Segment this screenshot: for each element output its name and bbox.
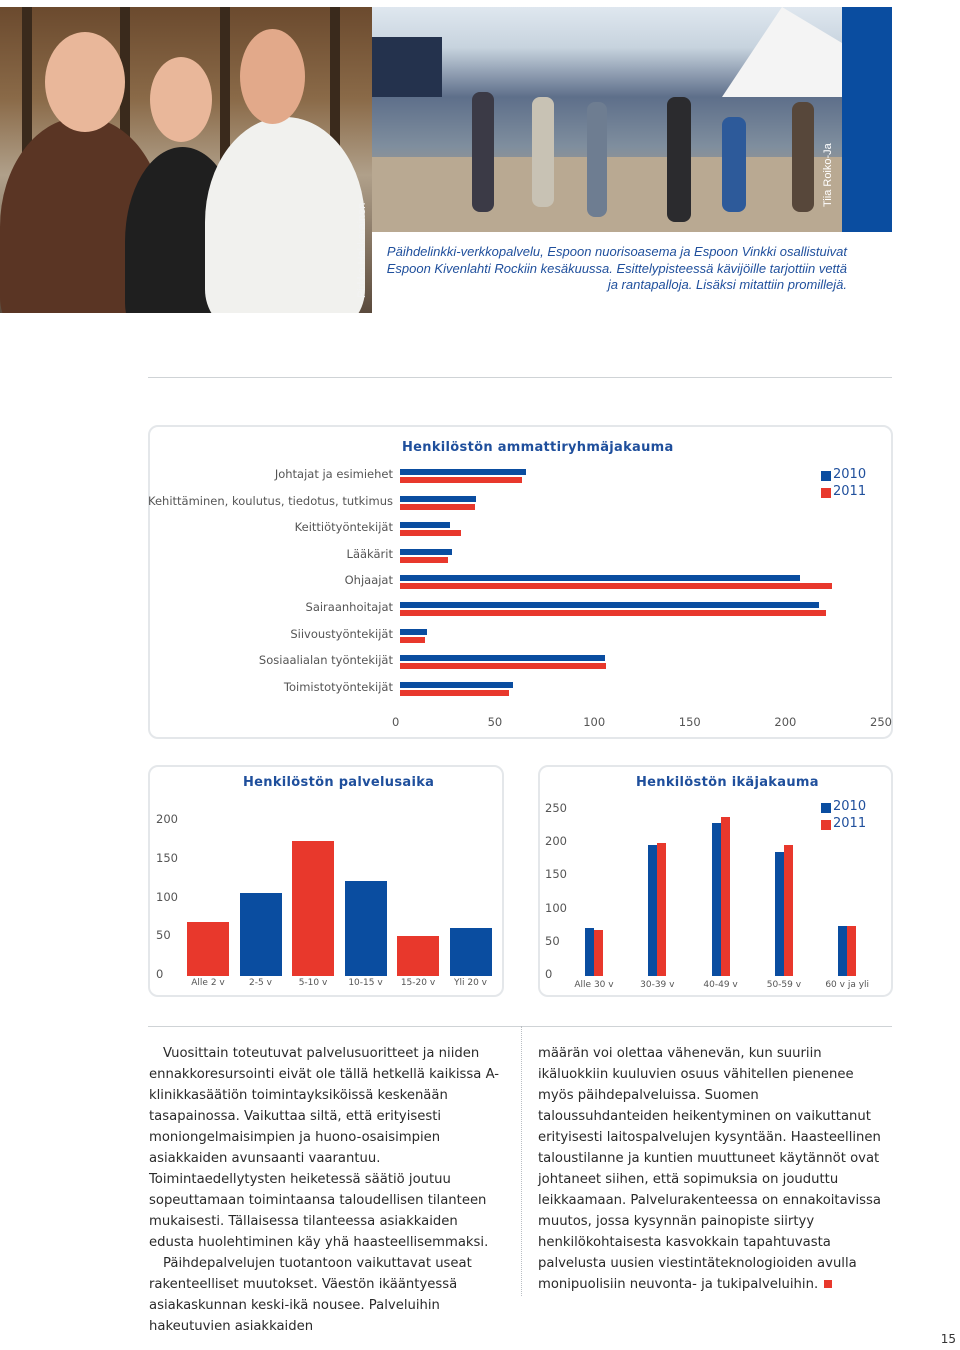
category-label: Siivoustyöntekijät: [290, 626, 393, 641]
bar-2011: [400, 530, 461, 536]
bar-2010: [400, 602, 819, 608]
bar-2011: [784, 845, 793, 976]
chart-panel-occupations: [148, 425, 893, 739]
bar-2011: [400, 477, 522, 483]
bar-2010: [400, 629, 427, 635]
blue-accent-strip: [842, 7, 892, 232]
body-column-right: [538, 1043, 892, 1295]
legend-label-2011: 2011: [833, 484, 867, 499]
bar-2010: [838, 926, 847, 976]
x-tick-label: 250: [870, 715, 892, 729]
bar: [345, 881, 387, 976]
bar: [240, 893, 282, 976]
x-tick-label: 50: [487, 715, 503, 729]
y-tick-label: 0: [545, 967, 553, 981]
x-tick-label: 150: [678, 715, 701, 729]
bar: [450, 928, 492, 976]
bar-2010: [400, 549, 452, 555]
y-tick-label: 50: [156, 928, 171, 943]
bar-2010: [585, 928, 594, 976]
bar-2011: [400, 637, 425, 643]
x-tick-label: 15-20 v: [400, 978, 436, 988]
bar-2010: [400, 496, 476, 502]
y-tick-label: 200: [156, 812, 178, 826]
paragraph: Päihdepalvelujen tuotantoon vaikuttavat useat rakenteelliset muutokset. Väestön ikääntyessä asiakaskunnan keski-ikä nousee. Palveluihin hakeutuvien asiakkaiden: [149, 1256, 472, 1334]
divider: [148, 377, 892, 378]
legend-swatch-2010: [821, 803, 831, 813]
y-tick-label: 200: [545, 834, 567, 849]
body-column-left: [149, 1043, 503, 1337]
bar: [397, 936, 439, 976]
bar-2011: [400, 610, 826, 616]
category-label: Toimistotyöntekijät: [283, 679, 393, 694]
x-tick-label: 0: [392, 715, 400, 729]
photo-festival: [372, 7, 842, 232]
bar-2011: [400, 504, 475, 510]
bar-2010: [400, 655, 605, 661]
x-tick-label: Alle 30 v: [574, 980, 614, 990]
x-tick-label: 10-15 v: [348, 978, 383, 988]
x-tick-label: 5-10 v: [298, 978, 328, 988]
chart-title: Henkilöstön palvelusaika: [243, 775, 435, 790]
bar-2010: [712, 823, 721, 976]
y-tick-label: 50: [545, 933, 560, 948]
y-tick-label: 0: [156, 967, 164, 981]
bar-2010: [400, 522, 450, 528]
category-label: Keittiötyöntekijät: [294, 520, 393, 535]
bar-2010: [775, 852, 784, 976]
legend-swatch-2011: [821, 488, 831, 498]
paragraph: Vuosittain toteutuvat palvelusuoritteet ja niiden ennakkoresursointi eivät ole tällä hetkellä kaikissa A-klinikkasäätiön toimintayksiköissä keskenään tasapainossa. Vaikuttaa siltä, että erityisesti moniongelmaisimpien ja huono-osaisimpien asiakkaiden avunsaanti vaarantuu. Toimintaedellytysten heiketessä säätiö joutuu sopeuttamaan toimintaansa taloudellisen tilanteen mukaisesti. Tällaisessa tilanteessa asiakkaiden edusta huolehtiminen käy yhä haasteellisemmaksi.: [149, 1046, 500, 1250]
y-tick-label: 100: [156, 889, 178, 904]
bar-2011: [400, 690, 509, 696]
paragraph: määrän voi olettaa vähenevän, kun suuriin ikäluokkiin kuuluvien osuus vähitellen pienenee myös päihdepalveluissa. Suomen taloussuhdanteiden heikentyminen on vaikuttanut erityisesti laitospalvelujen kysyntään. Haasteellinen taloustilanne ja kuntien muuttuneet käytännöt ovat johtaneet siihen, että sopimuksia on jouduttu leikkaamaan. Palvelurakenteessa on ennakoitavissa muutos, jossa kysynnän painopiste siirtyy henkilökohtaisesta kasvokkain tapahtuvasta palvelusta uusien viestintäteknologioiden avulla monipuolisiin neuvonta- ja tukipalveluihin.: [538, 1046, 881, 1292]
page-number: 15: [940, 1332, 956, 1346]
bar-2010: [400, 575, 800, 581]
chart-title: Henkilöstön ikäjakauma: [636, 775, 819, 790]
y-tick-label: 150: [156, 850, 178, 865]
x-tick-label: 100: [583, 715, 606, 729]
bar-2011: [400, 583, 832, 589]
x-tick-label: Alle 2 v: [191, 978, 225, 988]
legend-label-2010: 2010: [833, 467, 867, 482]
x-tick-label: 2-5 v: [249, 978, 272, 988]
bar-2011: [594, 930, 603, 976]
end-mark-icon: [824, 1280, 832, 1288]
chart-panel-age: [538, 765, 893, 997]
category-label: Ohjaajat: [344, 573, 393, 588]
bar-2010: [400, 469, 526, 475]
x-tick-label: 30-39 v: [640, 980, 675, 990]
bar-2010: [400, 682, 513, 688]
bar-2011: [400, 663, 606, 669]
legend-swatch-2010: [821, 471, 831, 481]
category-label: Sairaanhoitajat: [305, 600, 393, 614]
chart-panel-service-time: [148, 765, 504, 997]
photo-credit-right: Tiia Roiko-Ja: [822, 143, 834, 207]
x-tick-label: 50-59 v: [766, 980, 802, 990]
x-tick-label: 40-49 v: [703, 980, 738, 990]
bar-2011: [400, 557, 448, 563]
x-tick-label: 60 v ja yli: [825, 980, 870, 990]
bar-2010: [648, 845, 657, 976]
bar-2011: [657, 843, 666, 976]
y-tick-label: 250: [545, 801, 567, 815]
legend-label-2010: 2010: [833, 799, 867, 814]
bar: [292, 841, 334, 976]
chart-title: Henkilöstön ammattiryhmäjakauma: [402, 440, 674, 455]
y-tick-label: 100: [545, 900, 567, 915]
photo-caption: Päihdelinkki-verkkopalvelu, Espoon nuorisoasema ja Espoon Vinkki osallistuivat Espoon Kivenlahti Rockiin kesäkuussa. Esittelypisteessä kävijöille tarjottiin vettä ja rantapalloja. Lisäksi mitattiin promillejä.: [386, 244, 847, 292]
legend-swatch-2011: [821, 820, 831, 830]
column-divider: [521, 1026, 522, 1296]
x-tick-label: 200: [774, 715, 797, 729]
y-tick-label: 150: [545, 867, 567, 882]
photo-three-people: [0, 7, 372, 313]
bar: [187, 922, 229, 976]
x-tick-label: Yli 20 v: [454, 978, 487, 988]
divider: [148, 1026, 892, 1027]
category-label: Kehittäminen, koulutus, tiedotus, tutkimus: [148, 493, 393, 508]
photo-credit-left: Pirkko Hakkarainen: [356, 202, 368, 298]
category-label: Sosiaalialan työntekijät: [258, 653, 393, 668]
bar-2011: [721, 817, 730, 976]
category-label: Johtajat ja esimiehet: [274, 467, 393, 481]
category-label: Lääkärit: [346, 546, 393, 561]
bar-2011: [847, 926, 856, 976]
legend-label-2011: 2011: [833, 816, 867, 831]
